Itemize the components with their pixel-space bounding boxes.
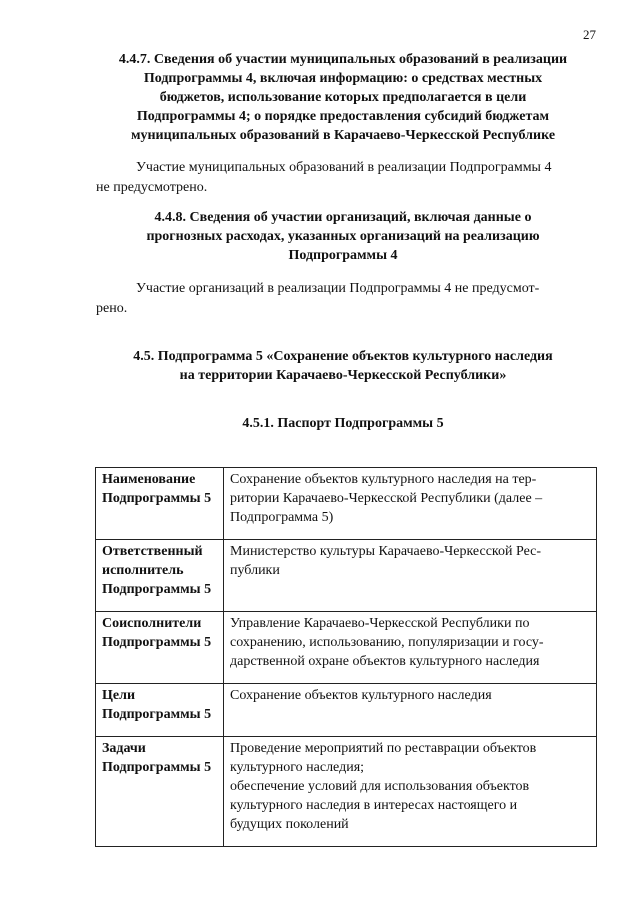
page-number: 27 xyxy=(583,27,596,42)
heading-line: прогнозных расходах, указанных организаций на реализацию xyxy=(146,229,540,244)
section-4-5-1-heading xyxy=(90,414,596,433)
label-line: исполнитель xyxy=(102,563,184,578)
section-4-5-heading xyxy=(90,347,596,385)
section-4-4-8-heading xyxy=(90,208,596,265)
value-line: Министерство культуры Карачаево-Черкесской Рес- xyxy=(230,544,542,559)
label-line: Ответственный xyxy=(102,544,203,559)
label-line: Цели xyxy=(102,688,136,703)
heading-line: на территории Карачаево-Черкесской Республики» xyxy=(179,368,507,383)
body-line: Участие организаций в реализации Подпрограммы 4 не предусмот- xyxy=(136,281,540,296)
row-value xyxy=(224,540,597,612)
value-line: Подпрограмма 5) xyxy=(230,510,334,525)
row-label xyxy=(96,540,224,612)
heading-line: Подпрограммы 4; о порядке предоставления субсидий бюджетам xyxy=(136,109,550,124)
section-4-4-7-heading xyxy=(90,50,596,145)
value-line: Управление Карачаево-Черкесской Республики по xyxy=(230,616,530,631)
label-line: Соисполнители xyxy=(102,616,202,631)
table-row xyxy=(96,684,597,737)
value-line: сохранению, использованию, популяризации и госу- xyxy=(230,635,544,650)
label-line: Наименование xyxy=(102,472,196,487)
heading-line: 4.4.8. Сведения об участии организаций, включая данные о xyxy=(154,210,532,225)
value-line: Сохранение объектов культурного наследия xyxy=(230,688,492,703)
row-label xyxy=(96,612,224,684)
passport-table xyxy=(95,467,597,847)
body-line: рено. xyxy=(96,301,128,316)
row-value xyxy=(224,468,597,540)
label-line: Подпрограммы 5 xyxy=(102,760,212,775)
row-label xyxy=(96,684,224,737)
section-4-4-8-body xyxy=(96,279,596,319)
label-line: Подпрограммы 5 xyxy=(102,582,212,597)
value-line: Проведение мероприятий по реставрации объектов xyxy=(230,741,537,756)
value-line: культурного наследия в интересах настоящего и xyxy=(230,798,518,813)
heading-line: 4.5. Подпрограмма 5 «Сохранение объектов культурного наследия xyxy=(133,349,553,364)
row-value xyxy=(224,612,597,684)
value-line: культурного наследия; xyxy=(230,760,365,775)
body-line: Участие муниципальных образований в реализации Подпрограммы 4 xyxy=(136,160,552,175)
row-value xyxy=(224,684,597,737)
heading-line: Подпрограммы 4, включая информацию: о средствах местных xyxy=(143,71,543,86)
row-label xyxy=(96,468,224,540)
table-row xyxy=(96,540,597,612)
heading-line: 4.4.7. Сведения об участии муниципальных образований в реализации xyxy=(118,52,568,67)
table-row xyxy=(96,468,597,540)
value-line: публики xyxy=(230,563,280,578)
value-line: дарственной охране объектов культурного наследия xyxy=(230,654,540,669)
label-line: Подпрограммы 5 xyxy=(102,635,212,650)
value-line: будущих поколений xyxy=(230,817,349,832)
heading-line: Подпрограммы 4 xyxy=(288,248,398,263)
heading-line: муниципальных образований в Карачаево-Черкесской Республике xyxy=(130,128,556,143)
heading-line: 4.5.1. Паспорт Подпрограммы 5 xyxy=(242,416,444,431)
body-line: не предусмотрено. xyxy=(96,180,208,195)
table-row xyxy=(96,612,597,684)
heading-line: бюджетов, использование которых предполагается в цели xyxy=(159,90,527,105)
label-line: Подпрограммы 5 xyxy=(102,491,212,506)
row-label xyxy=(96,737,224,847)
table-row xyxy=(96,737,597,847)
row-value xyxy=(224,737,597,847)
value-line: Сохранение объектов культурного наследия на тер- xyxy=(230,472,537,487)
value-line: обеспечение условий для использования объектов xyxy=(230,779,530,794)
value-line: ритории Карачаево-Черкесской Республики (далее – xyxy=(230,491,543,506)
label-line: Подпрограммы 5 xyxy=(102,707,212,722)
label-line: Задачи xyxy=(102,741,146,756)
section-4-4-7-body xyxy=(96,158,596,198)
